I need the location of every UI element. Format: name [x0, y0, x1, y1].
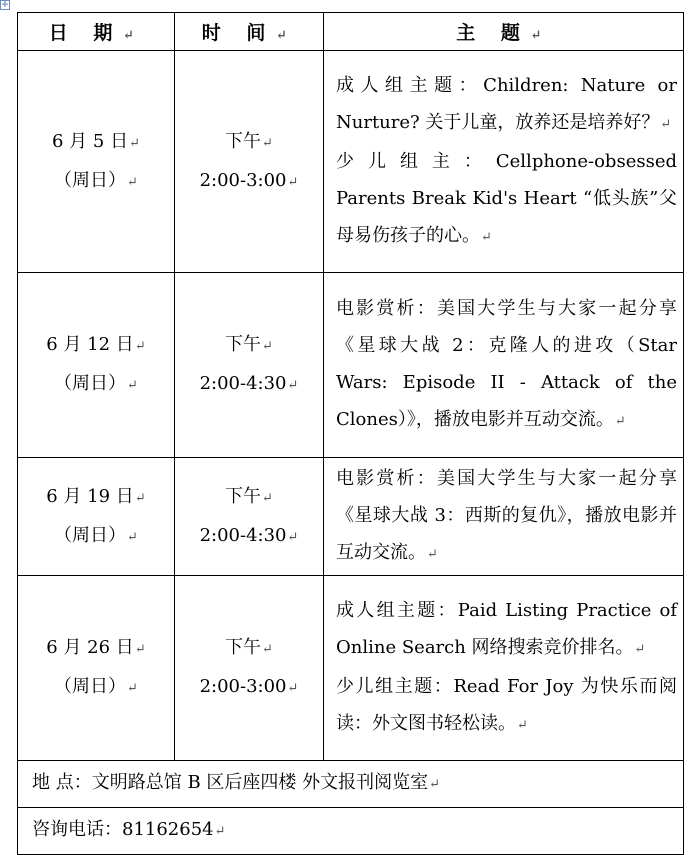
date-text: 6 月 19 日 — [46, 485, 134, 507]
schedule-table — [17, 12, 684, 855]
header-row — [18, 13, 684, 51]
location-row — [18, 761, 684, 808]
phone-cell: 咨询电话：81162654↵ — [18, 808, 684, 855]
weekday-text: （周日） — [54, 373, 127, 394]
hours-text: 2:00-4:30 — [199, 373, 287, 394]
topic-line: 电影赏析：美国大学生与大家一起分享《星球大战 2：克隆人的进攻（Star Wars: Episode II - Attack of the Clones）》，播放电影并互动交流。 — [336, 298, 677, 430]
date-cell: 6 月 5 日↵ （周日）↵ — [18, 51, 175, 273]
topic-cell: 电影赏析：美国大学生与大家一起分享《星球大战 3：西斯的复仇》，播放电影并互动交流。↵ — [324, 458, 684, 576]
date-cell: 6 月 12 日↵ （周日）↵ — [18, 273, 175, 458]
header-topic: 主 题↵ — [324, 13, 684, 51]
date-cell: 6 月 26 日↵ （周日）↵ — [18, 576, 175, 761]
topic-line: 少儿组主题：Read For Joy 为快乐而阅读：外文图书轻松读。 — [336, 676, 677, 734]
location-cell: 地 点：文明路总馆 B 区后座四楼 外文报刊阅览室↵ — [18, 761, 684, 808]
phone-row — [18, 808, 684, 855]
weekday-text: （周日） — [54, 169, 127, 191]
period-text: 下午 — [225, 637, 262, 658]
table-row — [18, 51, 684, 273]
period-text: 下午 — [225, 334, 262, 355]
table-move-handle-icon[interactable]: ✛ — [1, 0, 9, 9]
weekday-text: （周日） — [54, 676, 127, 697]
period-text: 下午 — [225, 130, 262, 152]
header-time: 时 间↵ — [175, 13, 324, 51]
time-cell: 下午↵ 2:00-3:00↵ — [175, 51, 324, 273]
hours-text: 2:00-3:00 — [199, 169, 287, 191]
time-cell: 下午↵ 2:00-3:00↵ — [175, 576, 324, 761]
table-row — [18, 273, 684, 458]
table-row — [18, 576, 684, 761]
date-text: 6 月 5 日 — [52, 130, 129, 152]
date-text: 6 月 26 日 — [46, 637, 134, 658]
topic-line: 成人组主题：Children: Nature or Nurture? 关于儿童，放养还是培养好？ — [336, 75, 677, 133]
date-text: 6 月 12 日 — [46, 334, 134, 355]
topic-cell: 电影赏析：美国大学生与大家一起分享《星球大战 2：克隆人的进攻（Star Wars: Episode II - Attack of the Clones）》，播放电影并互动交流。↵ — [324, 273, 684, 458]
time-cell: 下午↵ 2:00-4:30↵ — [175, 273, 324, 458]
topic-cell: 成人组主题：Children: Nature or Nurture? 关于儿童，放养还是培养好？↵ 少儿组主：Cellphone-obsessed Parents Break Kid's Heart “低头族”父母易伤孩子的心。↵ — [324, 51, 684, 273]
hours-text: 2:00-4:30 — [199, 524, 287, 546]
header-date: 日 期↵ — [18, 13, 175, 51]
time-cell: 下午↵ 2:00-4:30↵ — [175, 458, 324, 576]
table-row — [18, 458, 684, 576]
topic-line: 成人组主题：Paid Listing Practice of Online Search 网络搜索竞价排名。 — [336, 600, 677, 658]
date-cell: 6 月 19 日↵ （周日）↵ — [18, 458, 175, 576]
topic-cell: 成人组主题：Paid Listing Practice of Online Search 网络搜索竞价排名。↵ 少儿组主题：Read For Joy 为快乐而阅读：外文图书轻松读。↵ — [324, 576, 684, 761]
location-text: 地 点：文明路总馆 B 区后座四楼 外文报刊阅览室 — [32, 772, 429, 793]
topic-line: 电影赏析：美国大学生与大家一起分享《星球大战 3：西斯的复仇》，播放电影并互动交流。 — [336, 468, 677, 563]
period-text: 下午 — [225, 485, 262, 507]
phone-text: 咨询电话：81162654 — [32, 819, 214, 840]
weekday-text: （周日） — [54, 524, 127, 546]
hours-text: 2:00-3:00 — [199, 676, 287, 697]
topic-line: 少儿组主：Cellphone-obsessed Parents Break Kid's Heart “低头族”父母易伤孩子的心。 — [336, 151, 677, 246]
